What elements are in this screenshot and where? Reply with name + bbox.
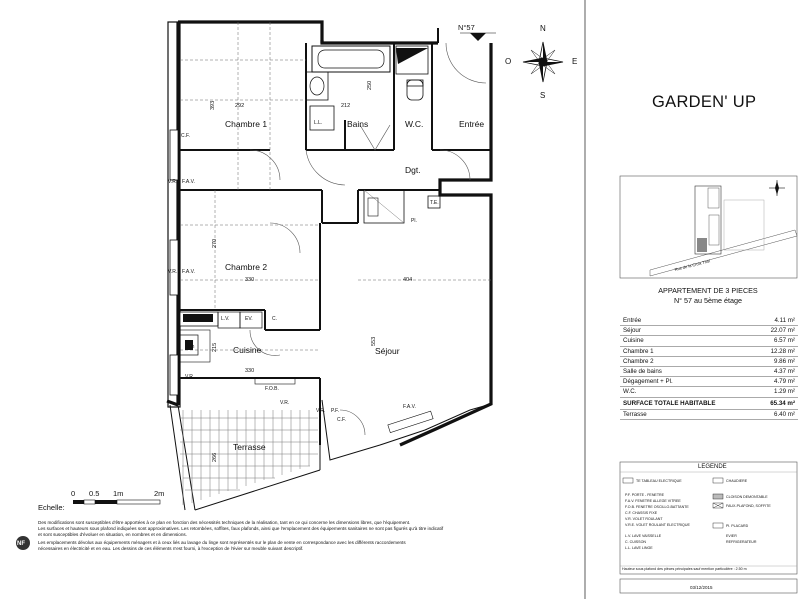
legend-item: C.F. CHASSIS FIXE [625, 511, 658, 515]
dim-212: 212 [341, 103, 351, 109]
legend-item: CLOISON DEMONTABLE [726, 495, 768, 499]
dim-292: 292 [235, 103, 245, 109]
dim-553: 553 [371, 336, 377, 346]
legend-item: L.L. LAVE LINGE [625, 546, 653, 550]
dim-250: 250 [367, 80, 373, 90]
dim-270: 270 [212, 238, 218, 248]
legend-footnote: Hauteur sous plafond des pièces principales sauf mention particulière : 2.50 m [622, 567, 747, 571]
note-line: nécessaires en électricité et en eau. Les dessins de ces éléments n'est fourni, à l'exception de l'évier sur meuble suivant descriptif. [38, 546, 304, 551]
oven-icon [183, 314, 213, 322]
page-title: GARDEN' UP [652, 93, 757, 111]
table-row: W.C. 1.29 m² [620, 387, 798, 397]
compass-n: N [540, 24, 546, 33]
legend-item: EVIER [726, 534, 737, 538]
room-chambre2: Chambre 2 [225, 262, 268, 272]
washbasin [306, 72, 328, 100]
scale-tick-1: 1m [113, 489, 124, 498]
toilet-icon [407, 80, 423, 100]
note-line: Les surfaces et hauteurs sous plafond indiquées sont approximatives. Les retombées, soffites, faux plafonds, ainsi que l'emplacement des équipements sanitaires ne sont pas figurés qu'à titre indicatif [38, 526, 444, 531]
label-fav1: F.A.V. [182, 179, 195, 185]
dim-266: 266 [212, 452, 218, 462]
compass-s: S [540, 91, 546, 100]
legend-item: FAUX-PLAFOND, SOFFITE [726, 504, 771, 508]
label-lv: L.V. [221, 316, 230, 322]
label-ch: Ch [188, 344, 195, 350]
table-row: Entrée 4.11 m² [620, 316, 798, 326]
interior-walls [178, 28, 491, 445]
dim-404: 404 [403, 277, 413, 283]
label-pl: Pl. [411, 218, 417, 224]
legend-item: C. CUISSON [625, 540, 646, 544]
room-wc: W.C. [405, 119, 424, 129]
label-vr4: V.R. [280, 400, 290, 406]
label-fav3: F.A.V. [403, 404, 416, 410]
label-vr3: V.R. [185, 374, 195, 380]
room-sejour: Séjour [375, 346, 400, 356]
label-pf: P.F. [331, 408, 339, 414]
plan-date: 03/12/2015 [690, 585, 713, 590]
terrace-hatching [180, 410, 318, 505]
legend-item: P.F. PORTE - FENETRE [625, 493, 665, 497]
legend-item: REFRIGERATEUR [726, 540, 757, 544]
legend-item: V.R. VOLET ROULANT [625, 517, 663, 521]
dim-215: 215 [212, 342, 218, 352]
svg-text:NF: NF [17, 541, 25, 547]
table-row: Chambre 1 12.28 m² [620, 346, 798, 356]
dim-330b: 330 [245, 368, 255, 374]
table-row: Cuisine 6.57 m² [620, 336, 798, 346]
table-row: Chambre 2 9.86 m² [620, 356, 798, 366]
room-bains: Bains [347, 119, 369, 129]
room-terrasse: Terrasse [233, 442, 266, 452]
label-fob: F.O.B. [265, 386, 279, 392]
scale-tick-2: 2m [154, 489, 165, 498]
room-cuisine: Cuisine [233, 345, 262, 355]
nf-logo-icon [16, 536, 30, 550]
disclaimer-notes [38, 520, 598, 552]
room-entree: Entrée [459, 119, 485, 129]
keyplan-street: Rue de la Croix Thôl [674, 258, 711, 272]
table-row: Dégagement + Pl. 4.79 m² [620, 377, 798, 387]
note-line: Des modifications sont susceptibles d'être apportées à ce plan en fonction des nécessités techniques de la réalisation, tant en ce qui concerne les dimensions libres, que l'équipement. [38, 520, 411, 525]
legend-item: Pl. PLACARD [726, 524, 749, 528]
room-chambre1: Chambre 1 [225, 119, 268, 129]
label-vr5: V.R. [316, 408, 326, 414]
label-cf1: C.F. [181, 133, 190, 139]
note-line: Les emplacements dévolus aux équipements ménagers et à ceux liés au lavage du linge sont représentés sur le plan de vente en correspondance avec les différents raccordements [38, 540, 406, 545]
apartment-type: APPARTEMENT DE 3 PIECES [658, 286, 758, 295]
legend-item: F.O.B. FENETRE OSCILLO-BATTANTE [625, 505, 689, 509]
label-fav2: F.A.V. [182, 269, 195, 275]
legend-item: TE TABLEAU ELECTRIQUE [636, 479, 682, 483]
terrasse-row: Terrasse 6.40 m² [620, 409, 798, 419]
boiler-icon [396, 48, 428, 64]
scale-label: Echelle: [38, 503, 65, 512]
scale-bar [38, 489, 164, 512]
dim-330a: 330 [245, 277, 255, 283]
label-ev: EV. [245, 316, 253, 322]
compass-e: E [572, 57, 578, 66]
entrance-arrow-icon [470, 33, 486, 41]
label-ll: L.L. [314, 120, 323, 126]
total-row: SURFACE TOTALE HABITABLE 65.34 m² [620, 397, 798, 409]
door-swings [250, 43, 486, 435]
outer-walls [167, 22, 491, 445]
label-te: T.E. [430, 200, 439, 206]
note-line: et sont susceptibles d'évoluer en situation, en nombres et en dimensions. [38, 532, 187, 537]
legend-item: CHAUDIERE [726, 479, 748, 483]
dim-393: 393 [210, 100, 216, 110]
compass-o: O [505, 57, 512, 66]
room-dgt: Dgt. [405, 165, 421, 175]
legend-item: F.A.V. FENETRE ALLEGE VITREE [625, 499, 681, 503]
apartment-floor: N° 57 au 5ème étage [673, 296, 742, 305]
key-plan [620, 176, 797, 278]
scale-tick-0: 0 [71, 489, 76, 498]
table-row: Séjour 22.07 m² [620, 326, 798, 336]
door-tag: N°57 [458, 23, 475, 32]
label-cf2: C.F. [337, 417, 346, 423]
label-vr1: V.R. [168, 179, 178, 185]
surface-table [620, 316, 798, 420]
compass-icon [505, 24, 577, 100]
washing-machine [310, 106, 334, 130]
legend-title: LEGENDE [698, 464, 727, 470]
label-vr2: V.R. [168, 269, 178, 275]
scale-tick-05: 0.5 [89, 489, 100, 498]
table-row: Salle de bains 4.37 m² [620, 366, 798, 376]
legend-item: L.V. LAVE VAISSELLE [625, 534, 662, 538]
legend-item: V.R.E. VOLET ROULANT ELECTRIQUE [625, 523, 690, 527]
label-c: C. [272, 316, 277, 322]
